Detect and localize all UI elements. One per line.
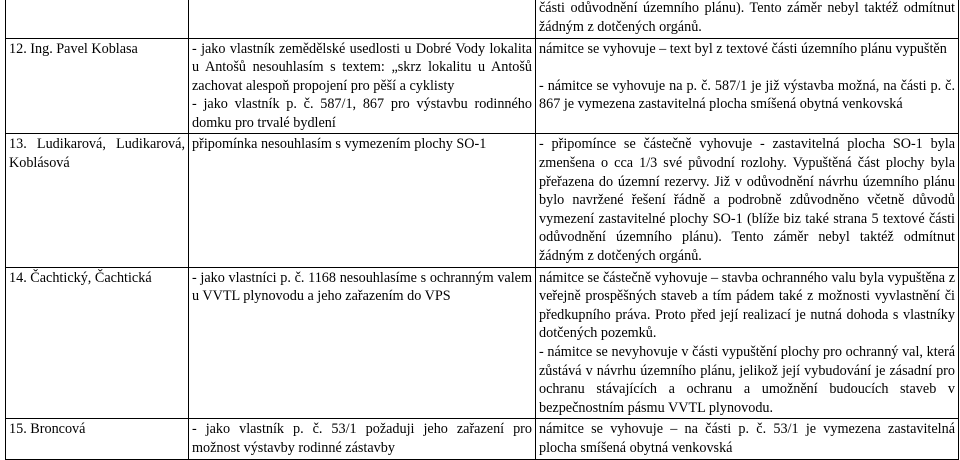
submitter-name: Broncová — [30, 421, 86, 438]
request-cell — [189, 267, 536, 419]
table-row — [6, 419, 959, 459]
submitter-name: Čachtický, Čachtická — [30, 269, 152, 286]
row-number: 13. — [9, 136, 27, 153]
request-text: - jako vlastník zemědělské usedlosti u Dobré Vody lokalita u Antošů nesouhlasím s textem: „skrz lokalitu u Antošů zachovat alespoň propojení pro pěší a cyklisty — [192, 40, 532, 94]
decision-text: námitce se částečně vyhovuje – stavba ochranného valu byla vypuštěna z veřejně prospěšných staveb a tím pádem také z možnosti vyvlastnění či předkupního práva. Proto před její realizací je nutná dohoda s vlastníky dotčených pozemků. — [539, 269, 955, 342]
table-row — [6, 134, 959, 267]
table-row — [6, 0, 959, 38]
name-cell — [6, 134, 189, 267]
decision-cell — [536, 38, 959, 134]
objections-table — [5, 0, 959, 460]
request-cell — [189, 134, 536, 267]
decision-text: námitce se vyhovuje – na části p. č. 53/1 je vymezena zastavitelná plocha smíšená obytná venkovská — [539, 421, 955, 456]
row-number: 15. — [9, 421, 27, 438]
decision-text: - námitce se nevyhovuje v části vypuštění plochy pro ochranný val, která zůstává v návrhu územního plánu, jelikož její vybudování je zásadní pro ochranu stávajících a ochranu a umožnění budoucích staveb v bezpečnostním pásmu VVTL plynovodu. — [539, 344, 955, 416]
request-cell — [189, 38, 536, 134]
table-row — [6, 38, 959, 134]
name-cell — [6, 38, 189, 134]
submitter-name: Ing. Pavel Koblasa — [30, 40, 138, 57]
name-cell — [6, 0, 189, 38]
row-number: 14. — [9, 269, 27, 286]
request-text: - jako vlastníci p. č. 1168 nesouhlasíme s ochranným valem u VVTL plynovodu a jeho zařazením do VPS — [192, 269, 532, 305]
name-cell — [6, 419, 189, 459]
request-cell — [189, 0, 536, 38]
decision-cell — [536, 0, 959, 38]
request-text: - jako vlastník p. č. 53/1 požaduji jeho zařazení pro možnost výstavby rodinné zástavby — [192, 421, 532, 456]
name-cell — [6, 267, 189, 419]
request-text: - jako vlastník p. č. 587/1, 867 pro výstavbu rodinného domku pro trvalé bydlení — [192, 96, 532, 131]
decision-text: - námitce se vyhovuje na p. č. 587/1 je již výstavba možná, na části p. č. 867 je vymezena zastavitelná plocha smíšená obytná venkovská — [539, 77, 955, 113]
table-row — [6, 267, 959, 419]
decision-cell — [536, 267, 959, 419]
decision-text: - připomínce se částečně vyhovuje - zastavitelná plocha SO-1 byla zmenšena o cca 1/3 své původní rozlohy. Vypuštěná část plochy byla přeřazena do územní rezervy. Již v odůvodnění návrhu územního plánu bylo navržené řešení řádně a podrobně zdůvodněno včetně důvodů vymezení zastavitelné plochy SO-1 (blíže biz také strana 5 textové části odůvodnění územního plánu). Tento záměr nebyl taktéž odmítnut žádným z dotčených orgánů. — [539, 136, 955, 265]
request-cell — [189, 419, 536, 459]
decision-text: námitce se vyhovuje – text byl z textové části územního plánu vypuštěn — [539, 40, 947, 57]
decision-cell — [536, 419, 959, 459]
decision-text: části odůvodnění územního plánu). Tento záměr nebyl taktéž odmítnut žádným z dotčených orgánů. — [539, 0, 955, 35]
submitter-name: Ludikarová, Ludikarová, Koblásová — [9, 136, 185, 172]
request-text: připomínka nesouhlasím s vymezením plochy SO-1 — [192, 136, 487, 153]
decision-cell — [536, 134, 959, 267]
row-number: 12. — [9, 40, 27, 57]
